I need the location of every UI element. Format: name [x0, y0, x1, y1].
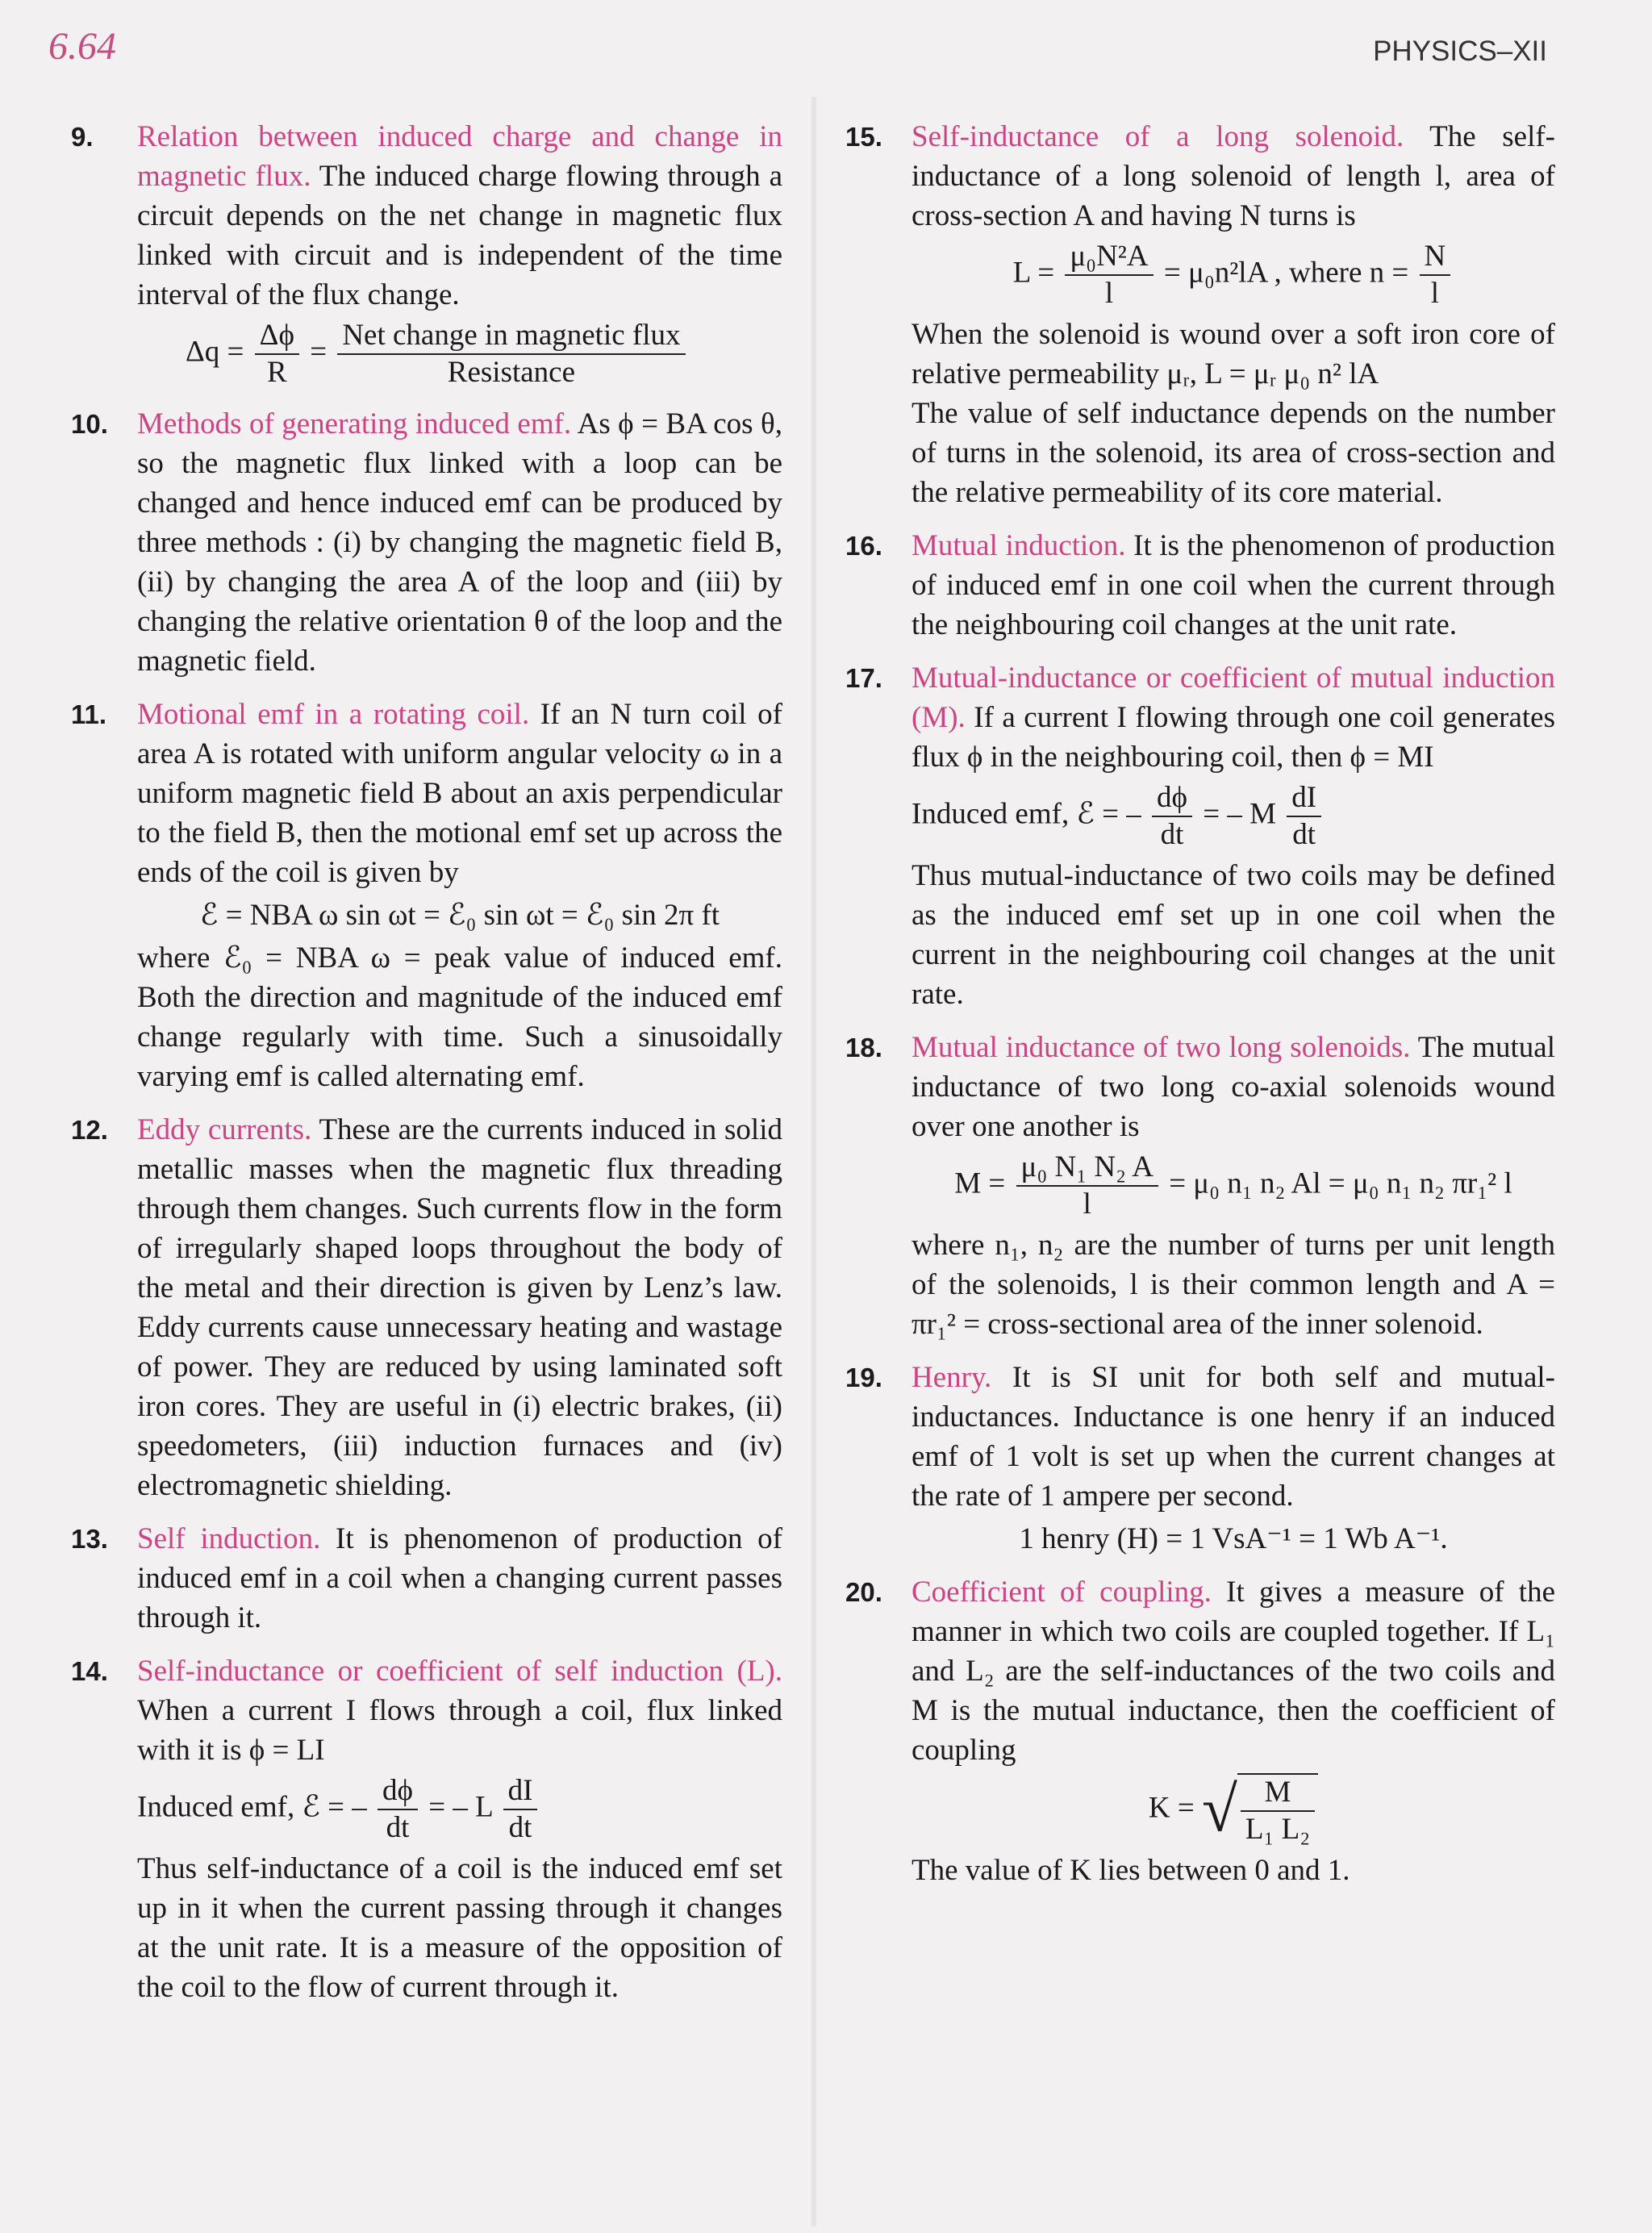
point-text: As ϕ = BA cos θ, so the magnetic flux linked with a loop can be changed and hence induced emf can be produced by three methods : (i) by changing the magnetic field B, (ii) by changing the area A of the loop and (iii) by changing the relative orientation θ of the loop and the magnetic field.	[137, 407, 782, 678]
numerator: N	[1420, 239, 1451, 276]
point-heading: Methods of generating induced emf.	[137, 407, 572, 440]
eq-lhs: L =	[1012, 256, 1055, 290]
point-17	[831, 658, 1555, 1014]
point-19	[831, 1358, 1555, 1559]
point-number: 20.	[845, 1577, 882, 1607]
self-induced-emf-equation	[137, 1773, 782, 1846]
numerator: μ₀N²A	[1065, 239, 1153, 276]
numerator: dI	[1287, 780, 1321, 817]
denominator: Resistance	[447, 356, 576, 389]
eq-rest: = μ₀ n₁ n₂ Al = μ₀ n₁ n₂ πr₁² l	[1169, 1167, 1512, 1200]
point-11	[56, 695, 782, 1096]
denominator: L₁ L₂	[1245, 1813, 1311, 1846]
point-paragraph	[137, 695, 782, 892]
denominator: dt	[386, 1811, 410, 1844]
point-paragraph	[912, 117, 1555, 236]
numerator: Net change in magnetic flux	[337, 318, 685, 355]
eq-lhs: Δq =	[186, 335, 244, 369]
point-number: 15.	[845, 122, 882, 152]
point-heading: Mutual-inductance or coefficient of mutual induction (M).	[912, 662, 1555, 734]
point-text-continued: Thus mutual-inductance of two coils may be defined as the induced emf set up in one coil when the current in the neighbouring coil changes at the unit rate.	[912, 859, 1555, 1011]
numerator: dI	[503, 1773, 538, 1810]
numerator: dϕ	[378, 1773, 418, 1810]
point-number: 9.	[71, 122, 94, 152]
point-number: 16.	[845, 531, 882, 561]
mutual-inductance-equation	[912, 1150, 1555, 1222]
fraction	[1241, 1775, 1315, 1847]
eq-middle: = μ₀n²lA , where n =	[1163, 256, 1409, 290]
point-text-continued: When the solenoid is wound over a soft iron core of relative permeability μᵣ, L = μᵣ μ₀ n² lA	[912, 318, 1555, 390]
point-text: The self-inductance of a long solenoid of length l, area of cross-section A and having N turns is	[912, 120, 1555, 232]
fraction	[1016, 1150, 1158, 1222]
mutual-induced-emf-equation	[912, 780, 1555, 853]
point-paragraph	[912, 526, 1555, 645]
henry-equation: 1 henry (H) = 1 VsA⁻¹ = 1 Wb A⁻¹.	[1019, 1522, 1448, 1555]
numerator: M	[1241, 1775, 1315, 1812]
fraction	[378, 1773, 418, 1846]
point-number: 11.	[71, 699, 107, 729]
point-number: 10.	[71, 409, 108, 439]
point-15	[831, 117, 1555, 512]
point-heading: Self induction.	[137, 1522, 321, 1555]
point-heading: Self-inductance of a long solenoid.	[912, 120, 1404, 153]
fraction	[337, 318, 685, 390]
equals-sign: =	[310, 335, 327, 369]
radical-icon: √	[1201, 1774, 1237, 1846]
denominator: l	[1104, 277, 1114, 310]
denominator: R	[266, 356, 287, 389]
point-12	[56, 1110, 782, 1505]
point-10	[56, 404, 782, 681]
fraction	[1287, 780, 1321, 853]
coupling-coefficient-equation	[912, 1773, 1555, 1847]
point-number: 12.	[71, 1115, 108, 1145]
point-heading: Coefficient of coupling.	[912, 1576, 1212, 1609]
denominator: dt	[1160, 818, 1184, 851]
right-column	[831, 117, 1555, 1904]
eq-middle: = – M	[1203, 797, 1276, 831]
point-text: If an N turn coil of area A is rotated with uniform angular velocity ω in a uniform magnetic field B about an axis perpendicular to the field B, then the motional emf set up across the ends of the coil is given by	[137, 698, 782, 889]
point-paragraph	[137, 1519, 782, 1638]
point-13	[56, 1519, 782, 1638]
book-title: PHYSICS–XII	[1373, 35, 1547, 67]
point-heading: Mutual inductance of two long solenoids.	[912, 1031, 1411, 1064]
point-number: 18.	[845, 1033, 882, 1062]
point-9	[56, 117, 782, 390]
denominator: dt	[1292, 818, 1316, 851]
numerator: dϕ	[1152, 780, 1192, 817]
point-heading: Mutual induction.	[912, 529, 1126, 562]
point-text: The induced charge flowing through a circuit depends on the net change in magnetic flux linked with circuit and is independent of the time interval of the flux change.	[137, 160, 782, 311]
point-text-continued: The value of K lies between 0 and 1.	[912, 1854, 1350, 1887]
point-text: It is the phenomenon of production of induced emf in one coil when the current through the neighbouring coil changes at the unit rate.	[912, 529, 1555, 641]
eq-label: Induced emf, ℰ = –	[912, 797, 1141, 831]
point-paragraph	[137, 1651, 782, 1770]
point-text: It gives a measure of the manner in which two coils are coupled together. If L₁ and L₂ are the self-inductances of the two coils and M is the mutual inductance, then the coefficient of coupling	[912, 1576, 1556, 1767]
point-number: 17.	[845, 663, 882, 693]
fraction	[503, 1773, 538, 1846]
point-number: 19.	[845, 1363, 882, 1392]
denominator: l	[1430, 277, 1440, 310]
point-16	[831, 526, 1555, 645]
point-18	[831, 1028, 1555, 1344]
point-text: It is SI unit for both self and mutual-inductances. Inductance is one henry if an induced emf of 1 volt is set up when the current changes at the rate of 1 ampere per second.	[912, 1361, 1555, 1513]
point-heading: Eddy currents.	[137, 1113, 312, 1146]
square-root	[1202, 1773, 1318, 1847]
solenoid-inductance-equation	[912, 239, 1555, 311]
point-heading: Self-inductance or coefficient of self induction (L).	[137, 1655, 782, 1688]
motional-emf-equation: ℰ = NBA ω sin ωt = ℰ₀ sin ωt = ℰ₀ sin 2π ft	[199, 899, 720, 932]
point-text-continued: where n₁, n₂ are the number of turns per unit length of the solenoids, l is their common length and A = πr₁² = cross-sectional area of the inner solenoid.	[912, 1229, 1555, 1341]
point-text-continued: The value of self inductance depends on the number of turns in the solenoid, its area of cross-section and the relative permeability of its core material.	[912, 397, 1555, 509]
point-paragraph	[912, 1028, 1555, 1146]
point-text: When a current I flows through a coil, flux linked with it is ϕ = LI	[137, 1694, 782, 1767]
numerator: Δϕ	[255, 318, 299, 355]
denominator: l	[1083, 1187, 1091, 1221]
point-number: 14.	[71, 1656, 108, 1686]
point-heading: Henry.	[912, 1361, 992, 1394]
point-paragraph	[912, 658, 1555, 777]
point-text: The mutual inductance of two long co-axial solenoids wound over one another is	[912, 1031, 1555, 1143]
eq-lhs: M =	[954, 1167, 1006, 1200]
point-paragraph	[137, 1110, 782, 1505]
point-text: If a current I flowing through one coil generates flux ϕ in the neighbouring coil, then ϕ = MI	[912, 701, 1555, 774]
denominator: dt	[508, 1811, 532, 1844]
point-20	[831, 1572, 1555, 1890]
numerator: μ₀ N₁ N₂ A	[1016, 1150, 1158, 1187]
fraction	[1420, 239, 1451, 311]
point-number: 13.	[71, 1524, 108, 1554]
point-paragraph	[137, 117, 782, 315]
point-text: It is phenomenon of production of induced emf in a coil when a changing current passes through it.	[137, 1522, 782, 1634]
point-paragraph	[912, 1572, 1555, 1770]
point-text-continued: Thus self-inductance of a coil is the induced emf set up in it when the current passing through it changes at the unit rate. It is a measure of the opposition of the coil to the flow of current through it.	[137, 1852, 782, 2004]
point-paragraph	[137, 404, 782, 681]
fraction	[1152, 780, 1192, 853]
left-column	[56, 117, 782, 2021]
induced-charge-equation	[137, 318, 782, 390]
fraction	[1065, 239, 1153, 311]
eq-label: Induced emf, ℰ = –	[137, 1790, 367, 1824]
point-heading: Relation between induced charge and change in magnetic flux.	[137, 120, 782, 193]
point-text-continued: where ℰ₀ = NBA ω = peak value of induced emf. Both the direction and magnitude of the induced emf change regularly with time. Such a sinusoidally varying emf is called alternating emf.	[137, 941, 782, 1093]
page-number: 6.64	[48, 25, 116, 68]
eq-middle: = – L	[428, 1790, 493, 1824]
point-paragraph	[912, 1358, 1555, 1516]
point-14	[56, 1651, 782, 2007]
point-text: These are the currents induced in solid metallic masses when the magnetic flux threading through them changes. Such currents flow in the form of irregularly shaped loops throughout the body of the metal and their direction is given by Lenz’s law. Eddy currents cause unnecessary heating and wastage of power. They are reduced by using laminated soft iron cores. They are useful in (i) electric brakes, (ii) speedometers, (iii) induction furnaces and (iv) electromagnetic shielding.	[137, 1113, 782, 1502]
fraction	[255, 318, 299, 390]
point-heading: Motional emf in a rotating coil.	[137, 698, 530, 731]
eq-lhs: K =	[1148, 1791, 1195, 1825]
column-divider	[811, 97, 816, 2227]
